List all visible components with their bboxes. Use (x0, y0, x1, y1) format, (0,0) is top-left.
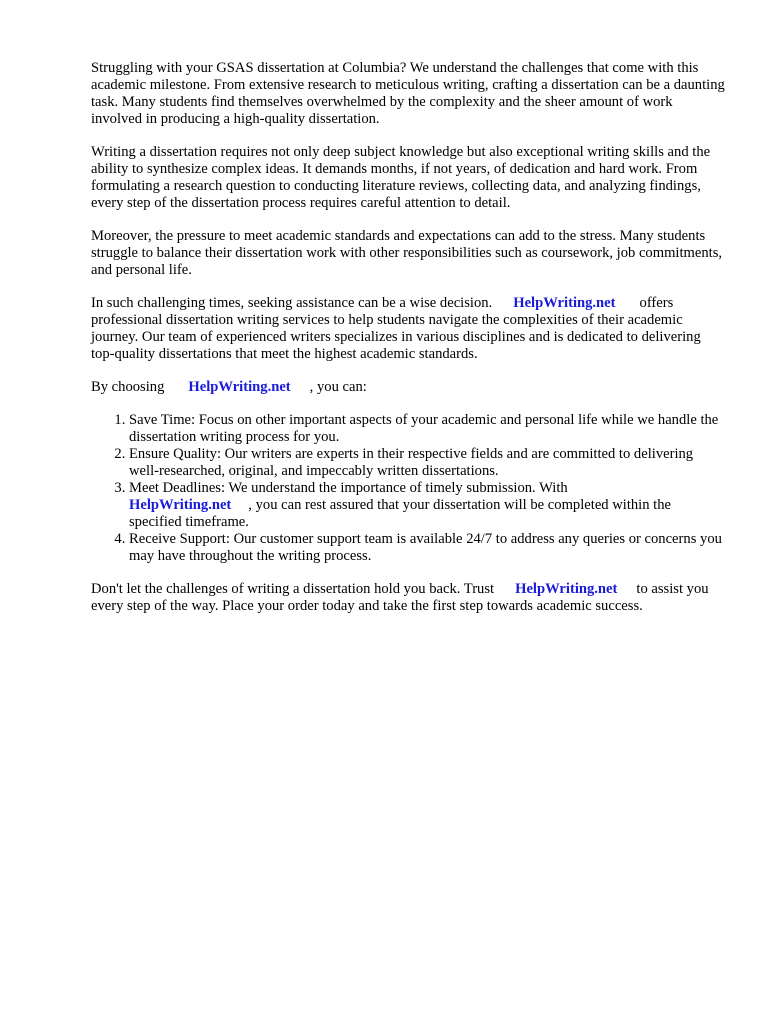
list-item (129, 531, 725, 565)
pressure-paragraph: Moreover, the pressure to meet academic standards and expectations can add to the stress. Many students struggle to balance their dissertation work with other responsibilities such as coursework, job commitments, and personal life. (91, 228, 723, 278)
assistance-text-before: In such challenging times, seeking assistance can be a wise decision. (91, 295, 493, 311)
assistance-text-after: offers professional dissertation writing services to help students navigate the complexities of their academic journey. Our team of experienced writers specializes in various disciplines and is dedicated to delivering top-quality dissertations that meet the highest academic standards. (91, 295, 701, 362)
list-item-text: Save Time: Focus on other important aspects of your academic and personal life while we handle the dissertation writing process for you. (129, 412, 719, 445)
closing-paragraph (91, 581, 725, 615)
intro-paragraph: Struggling with your GSAS dissertation at Columbia? We understand the challenges that come with this academic milestone. From extensive research to meticulous writing, crafting a dissertation can be a daunting task. Many students find themselves overwhelmed by the complexity and the sheer amount of work involved in producing a high-quality dissertation. (91, 60, 725, 127)
choosing-text-after: , you can: (309, 379, 367, 395)
list-item-text: , you can rest assured that your dissertation will be completed within the specified timeframe. (129, 497, 672, 530)
document-body (91, 60, 725, 631)
closing-text-after: to assist you every step of the way. Place your order today and take the first step towards academic success. (91, 581, 709, 614)
helpwriting-link[interactable]: HelpWriting.net (188, 379, 291, 395)
list-item (129, 412, 725, 446)
helpwriting-link[interactable]: HelpWriting.net (513, 295, 616, 311)
list-item-text: Ensure Quality: Our writers are experts in their respective fields and are committed to delivering well-researched, original, and impeccably written dissertations. (129, 446, 694, 479)
list-item (129, 446, 725, 480)
list-item-text: Meet Deadlines: We understand the importance of timely submission. With (129, 480, 568, 496)
closing-text-before: Don't let the challenges of writing a dissertation hold you back. Trust (91, 581, 495, 597)
list-item (129, 480, 725, 531)
choosing-paragraph (91, 379, 725, 396)
assistance-paragraph (91, 295, 725, 363)
choosing-text-before: By choosing (91, 379, 165, 395)
helpwriting-link[interactable]: HelpWriting.net (129, 497, 232, 513)
helpwriting-link[interactable]: HelpWriting.net (515, 581, 618, 597)
list-item-text: Receive Support: Our customer support team is available 24/7 to address any queries or concerns you may have throughout the writing process. (129, 531, 722, 564)
requirements-paragraph: Writing a dissertation requires not only deep subject knowledge but also exceptional writing skills and the ability to synthesize complex ideas. It demands months, if not years, of dedication and hard work. From formulating a research question to conducting literature reviews, collecting data, and analyzing findings, every step of the dissertation process requires careful attention to detail. (91, 144, 711, 211)
benefits-list (91, 412, 725, 565)
